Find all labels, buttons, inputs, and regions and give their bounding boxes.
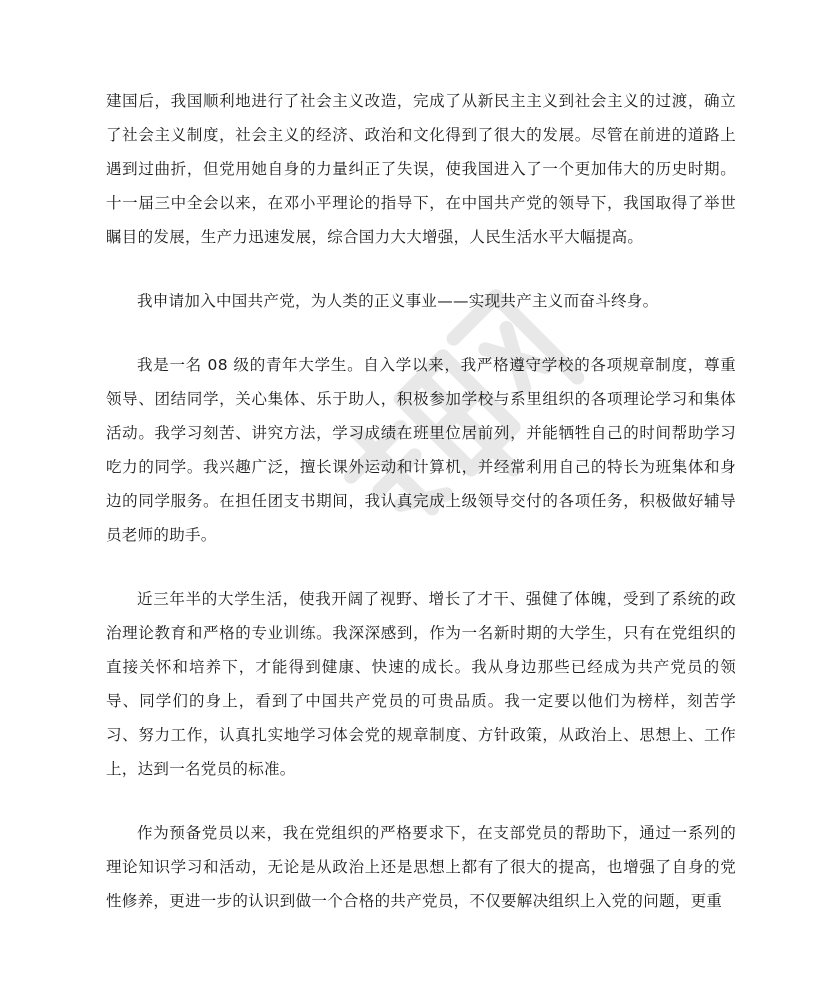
paragraph-gap [106, 318, 736, 348]
paragraph-5: 作为预备党员以来，我在党组织的严格要求下，在支部党员的帮助下，通过一系列的理论知识学习和活动，无论是从政治上还是思想上都有了很大的提高，也增强了自身的党性修养，更进一步的认识到做一个合格的共产党员，不仅要解决组织上入党的问题，更重 [106, 824, 736, 910]
paragraph-gap [106, 254, 736, 284]
paragraph-gap [106, 552, 736, 582]
paragraph-3: 我是一名 08 级的青年大学生。自入学以来，我严格遵守学校的各项规章制度，尊重领导、团结同学，关心集体、乐于助人，积极参加学校与系里组织的各项理论学习和集体活动。我学习刻苦、讲究方法，学习成绩在班里位居前列，并能牺牲自己的时间帮助学习吃力的同学。我兴趣广泛，擅长课外运动和计算机，并经常利用自己的特长为班集体和身边的同学服务。在担任团支书期间，我认真完成上级领导交付的各项任务，积极做好辅导员老师的助手。 [106, 356, 736, 544]
paragraph-4: 近三年半的大学生活，使我开阔了视野、增长了才干、强健了体魄，受到了系统的政治理论教育和严格的专业训练。我深深感到，作为一名新时期的大学生，只有在党组织的直接关怀和培养下，才能得到健康、快速的成长。我从身边那些已经成为共产党员的领导、同学们的身上，看到了中国共产党员的可贵品质。我一定要以他们为榜样，刻苦学习、努力工作，认真扎实地学习体会党的规章制度、方针政策，从政治上、思想上、工作上，达到一名党员的标准。 [106, 590, 736, 778]
paragraph-gap [106, 786, 736, 816]
paragraph-1: 建国后，我国顺利地进行了社会主义改造，完成了从新民主主义到社会主义的过渡，确立了社会主义制度，社会主义的经济、政治和文化得到了很大的发展。尽管在前进的道路上遇到过曲折，但党用她自身的力量纠正了失误，使我国进入了一个更加伟大的历史时期。十一届三中全会以来，在邓小平理论的指导下，在中国共产党的领导下，我国取得了举世瞩目的发展，生产力迅速发展，综合国力大大增强，人民生活水平大幅提高。 [106, 92, 736, 246]
document-body [106, 84, 736, 918]
paragraph-2: 我申请加入中国共产党，为人类的正义事业——实现共产主义而奋斗终身。 [137, 292, 659, 310]
